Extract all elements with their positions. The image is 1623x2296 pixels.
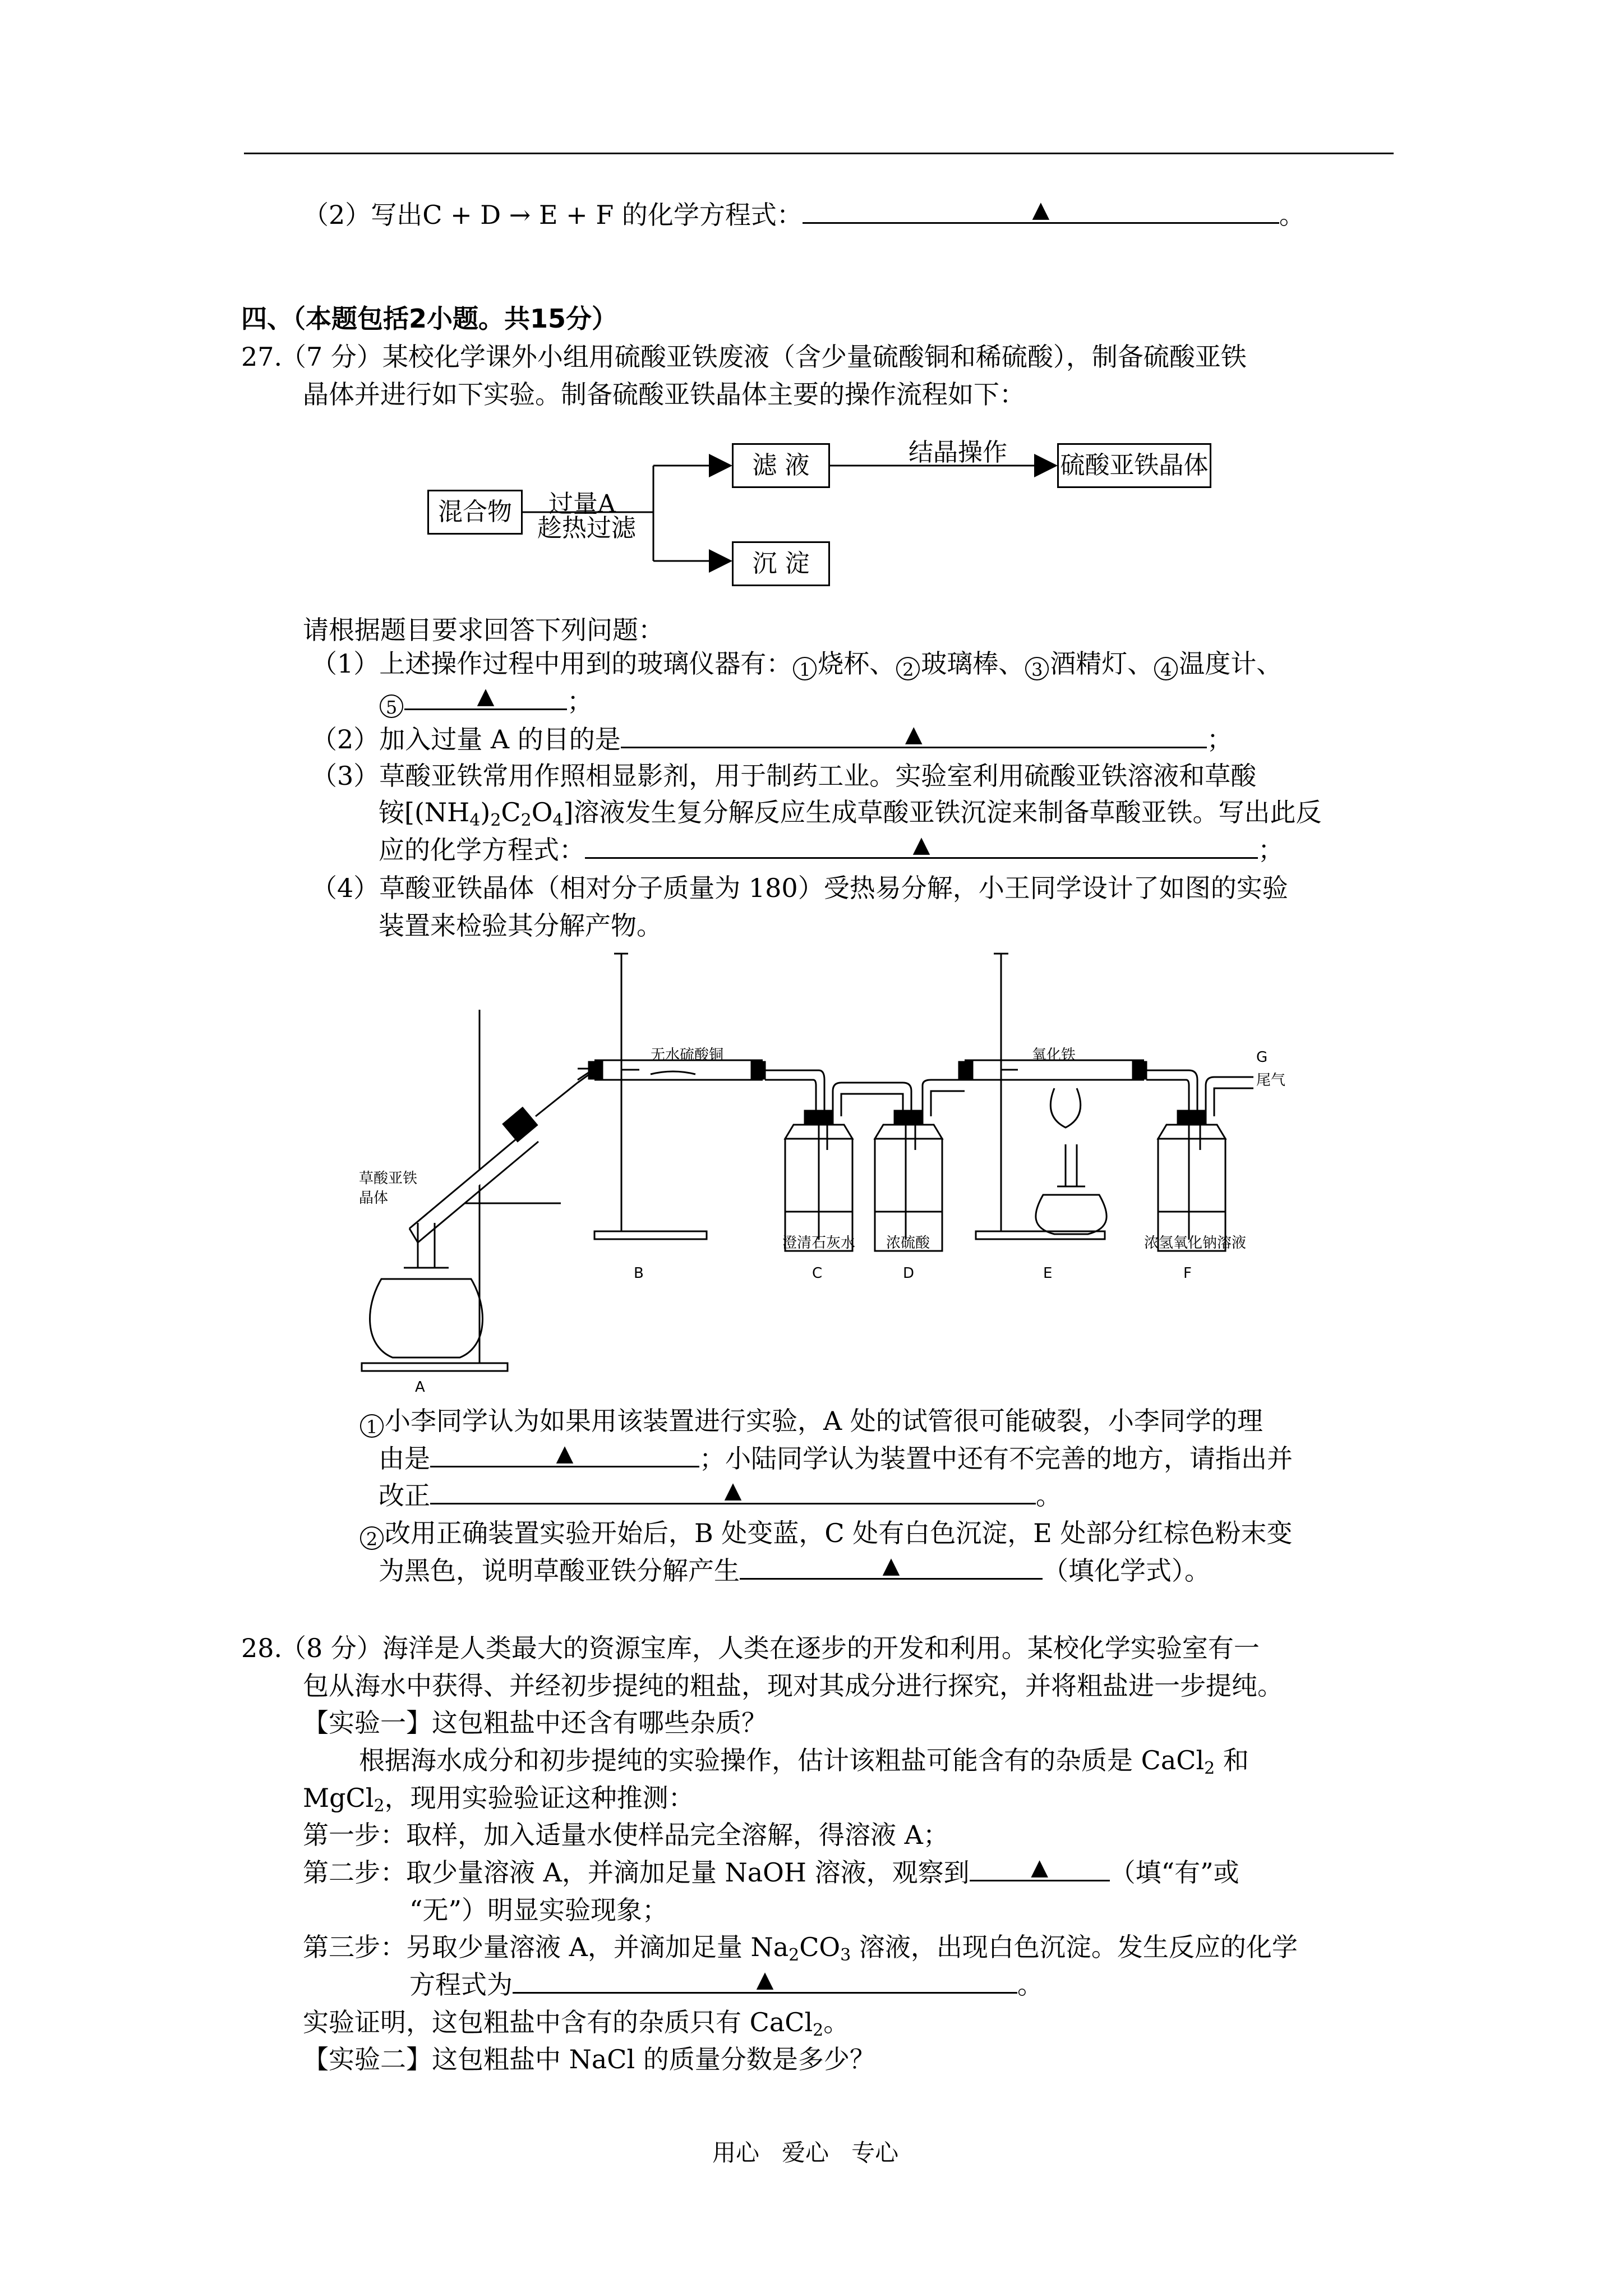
label-apparatus-b-top: 无水硫酸铜 — [651, 1047, 724, 1064]
flow-crystallize: 结晶操作 — [909, 438, 1007, 467]
q28-number: 28. — [241, 1633, 283, 1663]
q28-step2: 第二步：取少量溶液 A，并滴加足量 NaOH 溶液，观察到 ▲ （填“有”或 — [303, 1855, 1239, 1888]
q27-number: 27. — [241, 342, 283, 372]
q27-sub1-line1: 1 小李同学认为如果用该装置进行实验，A 处的试管很可能破裂，小李同学的理 — [359, 1405, 1263, 1438]
label-apparatus-letter-f: F — [1183, 1265, 1192, 1282]
q28-para-b: MgCl$_2$，现用实验验证这种推测： — [303, 1783, 694, 1816]
q27-part3-line3: 应的化学方程式： ▲ ； — [379, 832, 1284, 865]
q28-step1: 第一步：取样，加入适量水使样品完全溶解，得溶液 A； — [303, 1820, 949, 1850]
label-apparatus-g: G — [1256, 1049, 1268, 1066]
q28-para-a: 根据海水成分和初步提纯的实验操作，估计该粗盐可能含有的杂质是 CaCl$_2$ 和 — [359, 1745, 1249, 1778]
q28-step3-cont: 方程式为 ▲ 。 — [409, 1967, 1043, 2000]
q27-sub1-line3: 改正 ▲ 。 — [379, 1478, 1062, 1511]
q27-part3-line2: 铵$[(NH_4)_2C_2O_4]$溶液发生复分解反应生成草酸亚铁沉淀来制备草酸亚铁。写出此反 — [379, 797, 1322, 830]
answer-blank[interactable]: ▲ — [430, 1443, 699, 1467]
answer-blank[interactable]: ▲ — [513, 1970, 1017, 1994]
label-apparatus-letter-e: E — [1043, 1265, 1053, 1282]
flow-box-mixture: 混合物 — [427, 490, 523, 535]
q27-intro-line2: 晶体并进行如下实验。制备硫酸亚铁晶体主要的操作流程如下： — [303, 379, 1025, 409]
label-apparatus-c: 澄清石灰水 — [782, 1235, 856, 1251]
answer-blank[interactable]: ▲ — [404, 686, 567, 710]
q27-part4-line1: （4）草酸亚铁晶体（相对分子质量为 180）受热易分解，小王同学设计了如图的实验 — [311, 873, 1288, 903]
label-apparatus-d: 浓硫酸 — [886, 1235, 930, 1251]
label-apparatus-letter-d: D — [903, 1265, 915, 1282]
q27-sub2-line1: 2 改用正确装置实验开始后，B 处变蓝，C 处有白色沉淀，E 处部分红棕色粉末变 — [359, 1517, 1292, 1550]
answer-blank[interactable]: ▲ — [740, 1556, 1043, 1580]
q27-sub1-line2: 由是 ▲ ；小陆同学认为装置中还有不完善的地方，请指出并 — [379, 1441, 1293, 1474]
answer-blank[interactable]: ▲ — [430, 1480, 1036, 1504]
q26-part2: （2）写出C + D → E + F 的化学方程式： ▲ 。 — [303, 197, 1305, 230]
flow-box-product: 硫酸亚铁晶体 — [1057, 443, 1211, 488]
label-apparatus-letter-a: A — [415, 1379, 425, 1396]
label-apparatus-e-top: 氧化铁 — [1032, 1047, 1076, 1064]
page-footer: 用心 爱心 专心 — [712, 2139, 899, 2166]
flow-step-bottom: 趁热过滤 — [537, 514, 636, 542]
flow-step-top: 过量A — [548, 490, 616, 518]
q28-exp1: 【实验一】这包粗盐中还含有哪些杂质？ — [303, 1708, 767, 1738]
q28-step3: 第三步：另取少量溶液 A，并滴加足量 $Na_2CO_3$ 溶液，出现白色沉淀。发生反应的化学 — [303, 1932, 1298, 1965]
q28-proof: 实验证明，这包粗盐中含有的杂质只有 CaCl$_2$。 — [303, 2007, 850, 2040]
label-apparatus-tail: 尾气 — [1256, 1072, 1286, 1089]
label-apparatus-a-1: 草酸亚铁 — [359, 1170, 418, 1187]
answer-blank[interactable]: ▲ — [970, 1857, 1110, 1881]
label-apparatus-a-2: 晶体 — [359, 1190, 389, 1207]
q27-intro-line1: （7 分）某校化学课外小组用硫酸亚铁废液（含少量硫酸铜和稀硫酸），制备硫酸亚铁 — [280, 342, 1247, 372]
flow-box-precipitate: 沉 淀 — [732, 541, 830, 586]
label-apparatus-f: 浓氢氧化钠溶液 — [1144, 1235, 1247, 1251]
q28-exp2: 【实验二】这包粗盐中 NaCl 的质量分数是多少？ — [303, 2044, 875, 2074]
q28-intro-line2: 包从海水中获得、并经初步提纯的粗盐，现对其成分进行探究，并将粗盐进一步提纯。 — [303, 1671, 1283, 1701]
section-title: 四、（本题包括2小题。共15分） — [241, 303, 618, 334]
flow-box-filtrate: 滤 液 — [732, 443, 830, 488]
q27-part4-line2: 装置来检验其分解产物。 — [379, 910, 662, 941]
q27-part3-line1: （3）草酸亚铁常用作照相显影剂，用于制药工业。实验室利用硫酸亚铁溶液和草酸 — [311, 761, 1257, 791]
q27-part1-line2: 5 ▲ ； — [379, 685, 593, 718]
label-apparatus-letter-c: C — [812, 1265, 823, 1282]
q28-step2-cont: “无”）明显实验现象； — [409, 1895, 668, 1925]
label-apparatus-letter-b: B — [634, 1265, 644, 1282]
q28-intro-line1: （8 分）海洋是人类最大的资源宝库，人类在逐步的开发和利用。某校化学实验室有一 — [280, 1633, 1260, 1663]
answer-blank[interactable]: ▲ — [803, 200, 1279, 224]
q27-part1-line1: （1）上述操作过程中用到的玻璃仪器有： 1 烧杯、 2 玻璃棒、 3 酒精灯、 4 温度计、 — [311, 648, 1283, 680]
q27-prompt: 请根据题目要求回答下列问题： — [303, 615, 664, 645]
answer-blank[interactable]: ▲ — [621, 724, 1207, 748]
answer-blank[interactable]: ▲ — [585, 835, 1258, 859]
q27-sub2-line2: 为黑色，说明草酸亚铁分解产生 ▲ （填化学式）。 — [379, 1553, 1210, 1586]
q27-part2: （2）加入过量 A 的目的是 ▲ ； — [311, 721, 1233, 754]
